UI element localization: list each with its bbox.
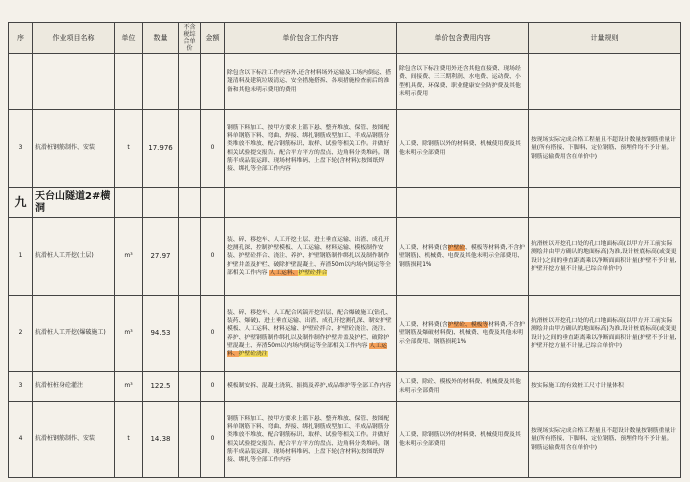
section-title: 天台山隧道2#横洞	[33, 188, 115, 218]
header-unit: 单位	[115, 23, 143, 54]
header-row	[9, 23, 681, 54]
cell-qty	[143, 54, 179, 110]
cell-qty	[143, 188, 179, 218]
cell-seq: 3	[9, 110, 33, 188]
cell-scope	[225, 296, 397, 372]
cell-cost: 人工费、除钢筋以外的材料费、机械使用费及其他未明示全部费用	[397, 110, 529, 188]
cell-seq: 1	[9, 218, 33, 296]
cell-seq: 4	[9, 402, 33, 478]
highlight-text: 护壁砼	[447, 245, 466, 252]
cell-price	[179, 402, 201, 478]
cell-scope: 除包含以下标注工作内容外,还含材料场外运输及工场内倒运、搭篷清料及建筑垃圾清运、安全措施搭拆、各项措施检查前后的准备和其他未明示费用的费用	[225, 54, 397, 110]
pricing-table	[8, 22, 681, 478]
cell-name: 抗滑桩人工开挖(爆破施工)	[33, 296, 115, 372]
cell-rule: 按实际施工的有效桩工尺寸计量体积	[529, 372, 681, 402]
cell-cost: 人工费、除钢筋以外的材料费、机械使用费及其他未明示全部费用	[397, 402, 529, 478]
cell-price	[179, 296, 201, 372]
cell-amount	[201, 54, 225, 110]
cell-seq: 2	[9, 296, 33, 372]
cell-cost: 人工费、除砼、模板外的材料费、机械费及其他未明示全部费用	[397, 372, 529, 402]
cost-text: 、模板等材料费,不含护壁钢筋)、机械费、电费及其他未明示全部费用、钢筋损耗1%	[399, 245, 525, 268]
table-row	[9, 54, 681, 110]
cell-price	[179, 110, 201, 188]
cell-unit: m³	[115, 296, 143, 372]
cell-price	[179, 218, 201, 296]
highlight-text: 护壁砼拌合	[298, 269, 328, 276]
cell-rule	[529, 188, 681, 218]
cell-amount: 0	[201, 218, 225, 296]
cell-cost	[397, 218, 529, 296]
cell-cost	[397, 296, 529, 372]
section-seq: 九	[9, 188, 33, 218]
cell-unit: t	[115, 110, 143, 188]
cell-amount: 0	[201, 372, 225, 402]
cell-unit: m³	[115, 218, 143, 296]
section-row	[9, 188, 681, 218]
cell-amount: 0	[201, 110, 225, 188]
cell-seq: 3	[9, 372, 33, 402]
header-amount: 金额	[201, 23, 225, 54]
scope-text: 装、碎、移挖车、人工配合风镐开挖岩层、配合爆破施工(钻孔、装药、爆破)、进土垂直运输、出渣、成孔开挖测孔深、制安护壁模板、人工运料、材料运输、护壁砼拌合、护壁砼浇注、浇注、养护、护壁钢筋制作绑扎以及制作制作护壁井盖及护栏、破除护壁混凝土、弃渣50m以内场内倒运等全部相关工作内容	[227, 309, 392, 349]
highlight-text: 人工运料、	[269, 269, 299, 276]
cell-unit	[115, 54, 143, 110]
cell-unit	[115, 188, 143, 218]
header-seq: 序	[9, 23, 33, 54]
cell-rule	[529, 54, 681, 110]
cell-cost: 除包含以下标注费用外还含其他直接费、现场经费、间接费、三三期利润、水电费、运动费、小型机具费、环保费、职业健康安全防护费及其他未明示费用	[397, 54, 529, 110]
header-quantity: 数量	[143, 23, 179, 54]
cost-text: 材料费,不含护壁钢筋及爆破材料费)、机械费、电费及其他未明示全部费用、钢筋损耗1%	[399, 322, 525, 345]
cell-scope: 钢筋下料加工、按甲方要求上篮下悬、整齐堆放、保管、按图配料单钢筋下料、弯曲、焊接、绑扎钢筋成型加工、半成品钢筋分类堆放不堆放、配合钢筋标识、取样、试验等相关工作。并做好相关试验提交报告、配合平方平方的盘点、边角料分类堆码。钢筋半成品装运卸、现场材料堆码、上盘下轮(含材料);按图纸焊接、绑扎等全部工作内容	[225, 110, 397, 188]
cell-rule: 抗滑桩以开挖孔口处的孔口地面标高(以甲方开工前实际测绘并由甲方确认的地面标高)为准,设计桩底标高(或变更设计)之间的垂直距离乘以净断面面积计量(护壁不予计量,护壁开挖方量不计量,已综合单价中)	[529, 218, 681, 296]
cell-qty: 27.97	[143, 218, 179, 296]
cell-name: 抗滑桩桩身砼灌注	[33, 372, 115, 402]
cell-qty: 94.53	[143, 296, 179, 372]
highlight-text: 护壁砼浇注	[238, 350, 268, 357]
cell-scope: 钢筋下料加工、按甲方要求上篮下悬、整齐堆放、保管、按图配料单钢筋下料、弯曲、焊接、绑扎钢筋成型加工、半成品钢筋分类堆放不堆放、配合钢筋标识、取样、试验等相关工作。并做好相关试验提交报告、配合平方平方的盘点、边角料分类堆码。钢筋半成品装运卸、现场材料堆码、上盘下轮(含材料);按图纸焊接、绑扎等全部工作内容	[225, 402, 397, 478]
cell-amount: 0	[201, 402, 225, 478]
table-row	[9, 372, 681, 402]
cell-name: 抗滑桩钢筋制作、安装	[33, 402, 115, 478]
cell-scope: 模板制安拆、混凝土浇筑、振捣及养护,成品维护等全部工作内容	[225, 372, 397, 402]
highlight-text: 护壁砼、模板等	[447, 322, 489, 329]
cell-amount	[201, 188, 225, 218]
table-row	[9, 296, 681, 372]
cell-qty: 14.38	[143, 402, 179, 478]
table-row	[9, 110, 681, 188]
cell-scope	[225, 188, 397, 218]
cell-price	[179, 54, 201, 110]
cell-seq	[9, 54, 33, 110]
cost-text: 人工费、材料费(含	[399, 245, 448, 252]
cell-name	[33, 54, 115, 110]
cell-price	[179, 372, 201, 402]
cell-price	[179, 188, 201, 218]
scope-text: 装、碎、移挖车、人工开挖土层、进土垂直运输、出渣、成孔开挖测孔深、控制护壁模板、人工运输、材料运输、模板制作安装、护壁砼拌合、浇注、养护、护壁钢筋制作绑扎以及制作制作护壁井盖及护栏、破除护壁混凝土、弃渣50m以内场内倒运等全部相关工作内容	[227, 236, 391, 276]
cell-qty: 17.976	[143, 110, 179, 188]
cell-rule: 按现场实际完成合格工程量且不超设计数量按钢筋重量计量(所有搭接、下脚料、定位钢筋、预埋件均不予计量。钢筋运输费用含在单价中)	[529, 402, 681, 478]
cost-text: 人工费、材料费(含	[399, 322, 448, 329]
header-cost-scope: 单价包含费用内容	[397, 23, 529, 54]
table-row	[9, 218, 681, 296]
table-row	[9, 402, 681, 478]
cell-unit: t	[115, 402, 143, 478]
cell-amount: 0	[201, 296, 225, 372]
header-unit-price: 不含税综合单价	[179, 23, 201, 54]
cell-unit: m³	[115, 372, 143, 402]
cell-rule: 抗滑桩以开挖孔口处的孔口地面标高(以甲方开工前实际测绘并由甲方确认的地面标高)为准,设计桩底标高(或变更设计)之间的垂直距离乘以净断面面积计量(护壁不予计量,护壁开挖方量不计量,已综合单价中)	[529, 296, 681, 372]
cell-name: 抗滑桩钢筋制作、安装	[33, 110, 115, 188]
highlight-text: 人工运料、	[227, 342, 387, 357]
cell-cost	[397, 188, 529, 218]
header-measure-rule: 计量规则	[529, 23, 681, 54]
header-scope: 单价包含工作内容	[225, 23, 397, 54]
cell-qty: 122.5	[143, 372, 179, 402]
cell-rule: 按现场实际完成合格工程量且不超设计数量按钢筋重量计量(所有搭接、下脚料、定位钢筋、预埋件均不予计量。钢筋运输费用含在单价中)	[529, 110, 681, 188]
cell-scope	[225, 218, 397, 296]
cell-name: 抗滑桩人工开挖(土层)	[33, 218, 115, 296]
header-item-name: 作业项目名称	[33, 23, 115, 54]
